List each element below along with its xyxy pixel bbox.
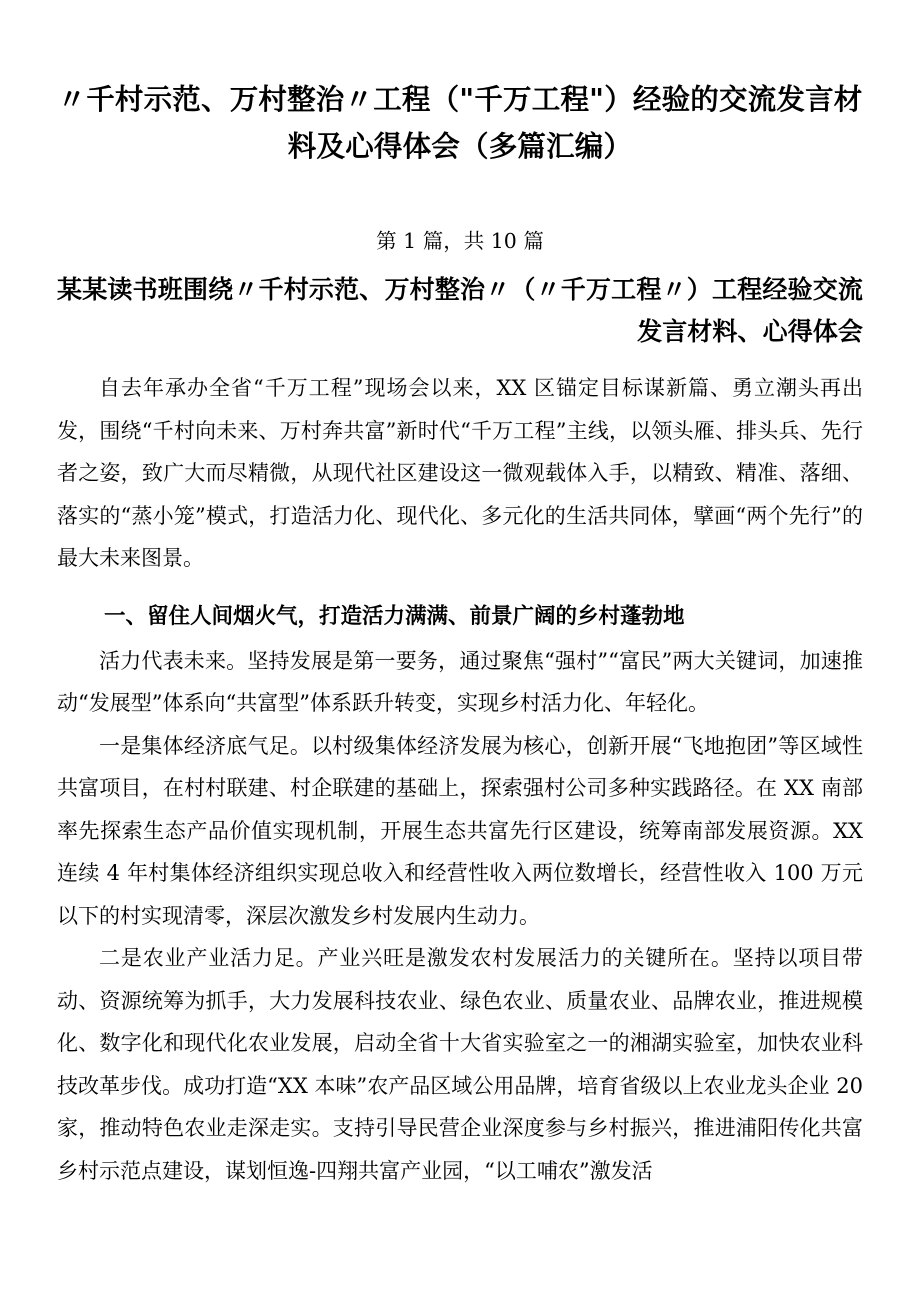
section-heading-one: 一、留住人间烟火气，打造活力满满、前景广阔的乡村蓬勃地 bbox=[104, 603, 685, 629]
intro-paragraph: 自去年承办全省“千万工程”现场会以来，XX 区锚定目标谋新篇、勇立潮头再出发，围绕“千村向未来、万村奔共富”新时代“千万工程”主线，以领头雁、排头兵、先行者之姿，致广大而尽精微，从现代社区建设这一微观载体入手，以精致、精准、落细、落实的“蒸小笼”模式，打造活力化、现代化、多元化的生活共同体，擘画“两个先行”的最大未来图景。 bbox=[57, 376, 863, 570]
vitality-lead-paragraph: 活力代表未来。坚持发展是第一要务，通过聚焦“强村”“富民”两大关键词，加速推动“发展型”体系向“共富型”体系跃升转变，实现乡村活力化、年轻化。 bbox=[57, 648, 863, 715]
collective-economy-paragraph: 一是集体经济底气足。以村级集体经济发展为核心，创新开展“飞地抱团”等区域性共富项目，在村村联建、村企联建的基础上，探索强村公司多种实践路径。在 XX 南部率先探索生态产品价值实现机制，开展生态共富先行区建设，统筹南部发展资源。XX 连续 4 年村集体经济组织实现总收入和经营性收入两位数增长，经营性收入 100 万元以下的村实现清零，深层次激发乡村发展内生动力。 bbox=[57, 733, 863, 928]
document-body bbox=[57, 353, 863, 1192]
page-title: 〃千村示范、万村整治〃工程（"千万工程"）经验的交流发言材料及心得体会（多篇汇编） bbox=[57, 83, 863, 163]
agriculture-industry-paragraph: 二是农业产业活力足。产业兴旺是激发农村发展活力的关键所在。坚持以项目带动、资源统筹为抓手，大力发展科技农业、绿色农业、质量农业、品牌农业，推进规模化、数字化和现代化农业发展，启动全省十大省实验室之一的湘湖实验室，加快农业科技改革步伐。成功打造“XX 本味”农产品区域公用品牌，培育省级以上农业龙头企业 20 家，推动特色农业走深走实。支持引导民营企业深度参与乡村振兴，推进浦阳传化共富乡村示范点建设，谋划恒逸-四翔共富产业园，“以工哺农”激发活 bbox=[57, 946, 863, 1183]
document-subtitle: 某某读书班围绕〃千村示范、万村整治〃（〃千万工程〃）工程经验交流发言材料、心得体会 bbox=[57, 275, 863, 346]
piece-counter: 第 1 篇，共 10 篇 bbox=[376, 229, 544, 253]
